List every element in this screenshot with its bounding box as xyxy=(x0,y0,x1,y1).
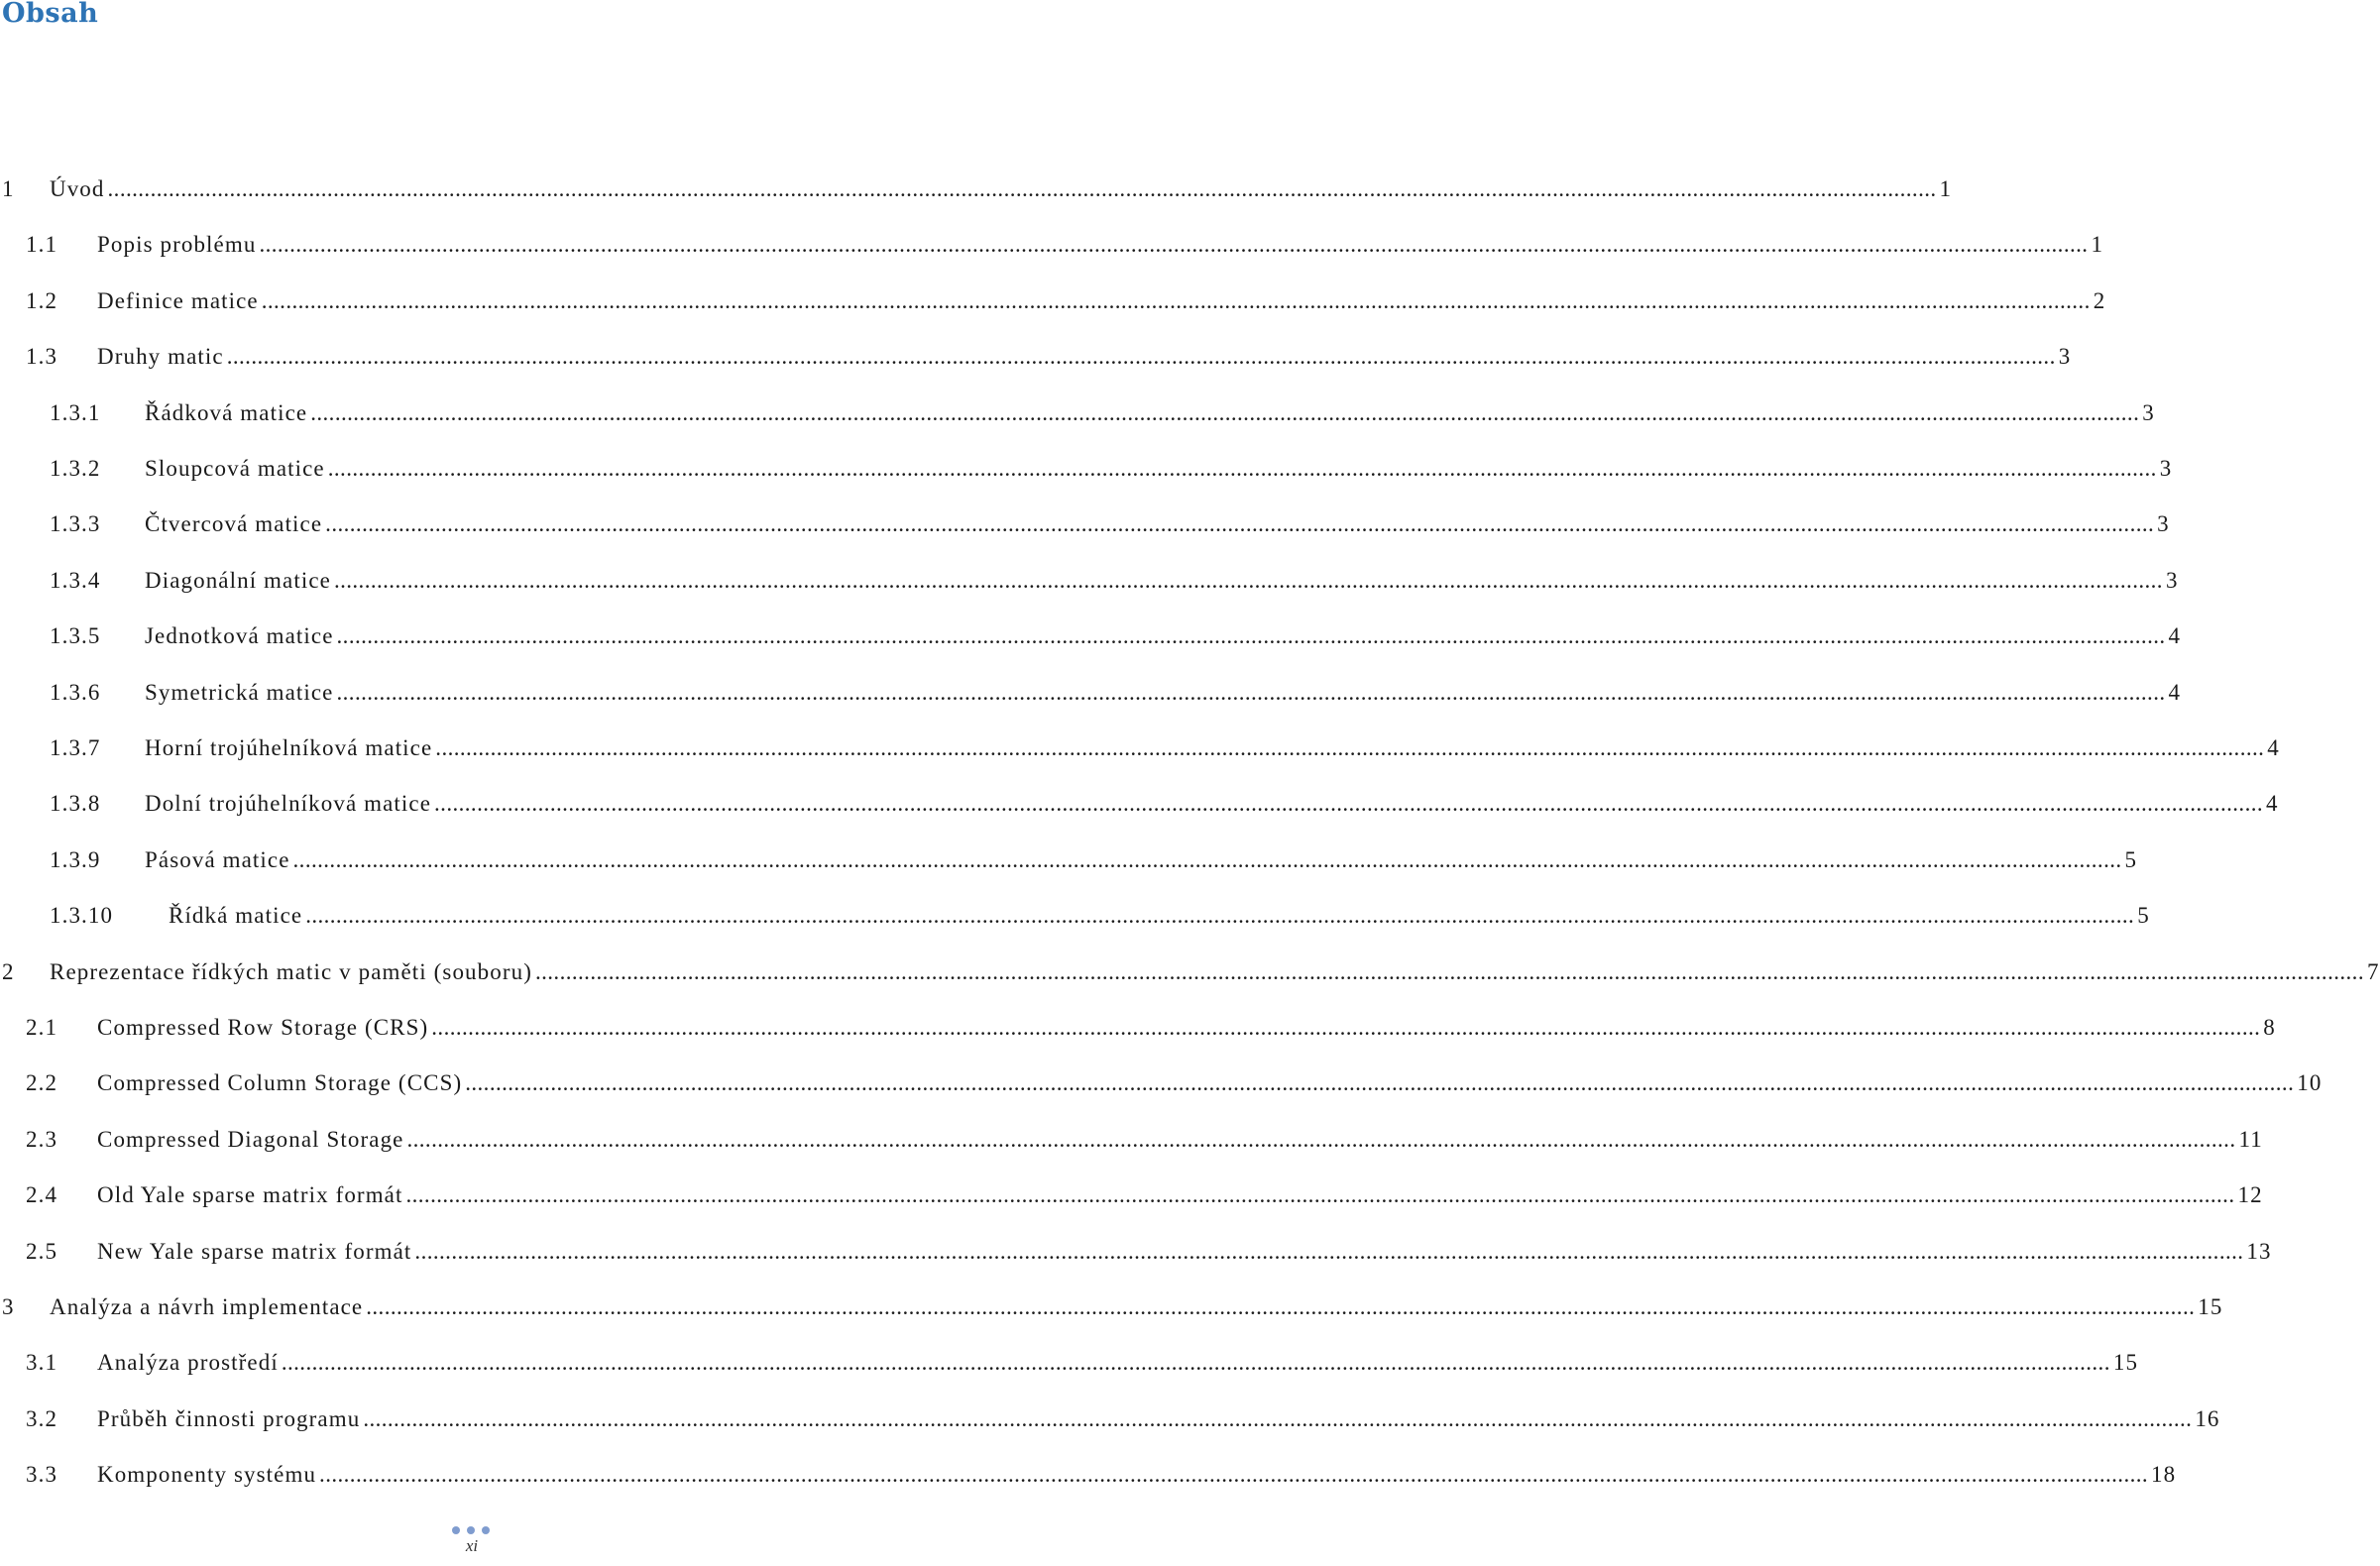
toc-entry-title: Compressed Column Storage (CCS) xyxy=(97,1070,463,1096)
toc-entry[interactable] xyxy=(0,394,2155,430)
toc-leader-dots: ............................................................................................................................................................................................................................................................................................................ xyxy=(292,846,2122,872)
toc-leader-dots: ............................................................................................................................................................................................................................................................................................................ xyxy=(363,1405,2193,1431)
toc-leader-dots: ............................................................................................................................................................................................................................................................................................................ xyxy=(431,1015,2261,1040)
toc-entry-title: Průběh činnosti programu xyxy=(97,1405,361,1431)
toc-entry-page: 3 xyxy=(2157,511,2170,537)
toc-entry-title: Řídká matice xyxy=(169,903,303,929)
toc-leader-dots: ............................................................................................................................................................................................................................................................................................................ xyxy=(325,511,2155,537)
toc-entry-number: 2.2 xyxy=(26,1070,58,1096)
toc-entry-title: Komponenty systému xyxy=(97,1462,317,1488)
toc-entry-title: Symetrická matice xyxy=(145,679,334,705)
toc-entry-title: Definice matice xyxy=(97,287,259,313)
toc-entry[interactable] xyxy=(0,1064,2323,1100)
toc-leader-dots: ............................................................................................................................................................................................................................................................................................................ xyxy=(305,903,2135,929)
toc-entry-page: 4 xyxy=(2168,623,2182,649)
toc-entry[interactable] xyxy=(0,338,2072,374)
toc-entry-number: 2 xyxy=(2,958,15,984)
toc-entry-number: 1.3.5 xyxy=(50,623,101,649)
toc-entry-title: Analýza prostředí xyxy=(97,1350,279,1376)
toc-leader-dots: ............................................................................................................................................................................................................................................................................................................ xyxy=(534,958,2364,984)
toc-leader-dots: ............................................................................................................................................................................................................................................................................................................ xyxy=(319,1462,2149,1488)
toc-entry-title: Compressed Diagonal Storage xyxy=(97,1126,404,1152)
page-number: xi xyxy=(465,1536,479,1555)
toc-entry[interactable] xyxy=(0,1456,2177,1492)
toc-entry-number: 1.2 xyxy=(26,287,58,313)
toc-entry-number: 3.2 xyxy=(26,1405,58,1431)
toc-entry-number: 1.3.6 xyxy=(50,679,101,705)
toc-entry-page: 4 xyxy=(2266,791,2279,817)
toc-leader-dots: ............................................................................................................................................................................................................................................................................................................ xyxy=(226,344,2056,370)
toc-entry-number: 1.3.4 xyxy=(50,567,101,593)
toc-leader-dots: ............................................................................................................................................................................................................................................................................................................ xyxy=(405,1182,2235,1208)
toc-leader-dots: ............................................................................................................................................................................................................................................................................................................ xyxy=(259,232,2089,258)
toc-entry[interactable] xyxy=(0,1176,2263,1212)
toc-leader-dots: ............................................................................................................................................................................................................................................................................................................ xyxy=(414,1238,2244,1264)
toc-entry-page: 15 xyxy=(2112,1350,2139,1376)
page-title: Obsah xyxy=(2,0,99,29)
toc-entry-number: 3.1 xyxy=(26,1350,58,1376)
toc-entry-title: Druhy matic xyxy=(97,344,224,370)
toc-entry-page: 3 xyxy=(2165,567,2179,593)
toc-leader-dots: ............................................................................................................................................................................................................................................................................................................ xyxy=(310,399,2140,425)
toc-entry-number: 1.3.9 xyxy=(50,846,101,872)
toc-entry-page: 3 xyxy=(2142,399,2155,425)
toc-leader-dots: ............................................................................................................................................................................................................................................................................................................ xyxy=(336,679,2166,705)
toc-entry[interactable] xyxy=(0,1121,2263,1157)
toc-entry-title: New Yale sparse matrix formát xyxy=(97,1238,412,1264)
toc-entry[interactable] xyxy=(0,1344,2139,1380)
toc-entry[interactable] xyxy=(0,226,2104,262)
toc-entry-page: 15 xyxy=(2198,1294,2223,1319)
toc-entry-number: 2.1 xyxy=(26,1015,58,1040)
toc-entry-page: 5 xyxy=(2137,903,2150,929)
toc-leader-dots: ............................................................................................................................................................................................................................................................................................................ xyxy=(333,567,2163,593)
toc-entry-title: Úvod xyxy=(50,176,105,201)
toc-entry-title: Compressed Row Storage (CRS) xyxy=(97,1015,429,1040)
toc-entry-title: Čtvercová matice xyxy=(145,511,323,537)
toc-entry[interactable] xyxy=(0,562,2179,598)
toc-entry-number: 1.3.7 xyxy=(50,735,101,760)
toc-entry-page: 16 xyxy=(2195,1405,2220,1431)
toc-leader-dots: ............................................................................................................................................................................................................................................................................................................ xyxy=(465,1070,2295,1096)
footer-dot xyxy=(482,1526,490,1534)
toc-entry-title: Diagonální matice xyxy=(145,567,331,593)
toc-entry-page: 11 xyxy=(2238,1126,2263,1152)
toc-entry[interactable] xyxy=(0,505,2170,541)
toc-entry-number: 1.3.2 xyxy=(50,456,101,481)
toc-entry-number: 1.3.3 xyxy=(50,511,101,537)
toc-entry-title: Jednotková matice xyxy=(145,623,334,649)
toc-entry-page: 1 xyxy=(2091,232,2104,258)
toc-entry-page: 2 xyxy=(2093,287,2106,313)
toc-entry-page: 10 xyxy=(2297,1070,2323,1096)
toc-entry-page: 12 xyxy=(2237,1182,2263,1208)
toc-entry-title: Analýza a návrh implementace xyxy=(50,1294,364,1319)
toc-leader-dots: ............................................................................................................................................................................................................................................................................................................ xyxy=(336,623,2166,649)
footer-dot xyxy=(452,1526,460,1534)
toc-leader-dots: ............................................................................................................................................................................................................................................................................................................ xyxy=(107,176,1937,201)
toc-entry-page: 8 xyxy=(2263,1015,2276,1040)
toc-entry[interactable] xyxy=(0,617,2182,653)
toc-leader-dots: ............................................................................................................................................................................................................................................................................................................ xyxy=(261,287,2091,313)
footer-decoration xyxy=(452,1526,490,1534)
footer-dot xyxy=(467,1526,475,1534)
toc-entry-page: 5 xyxy=(2124,846,2138,872)
toc-entry-number: 1.1 xyxy=(26,232,58,258)
toc-entry[interactable] xyxy=(0,785,2279,821)
toc-entry[interactable] xyxy=(0,729,2280,765)
toc-leader-dots: ............................................................................................................................................................................................................................................................................................................ xyxy=(366,1294,2196,1319)
toc-entry-number: 2.4 xyxy=(26,1182,58,1208)
toc-entry-title: Pásová matice xyxy=(145,846,290,872)
toc-entry-number: 1.3 xyxy=(26,344,58,370)
toc-entry[interactable] xyxy=(0,1288,2223,1324)
toc-entry[interactable] xyxy=(0,953,2380,989)
toc-leader-dots: ............................................................................................................................................................................................................................................................................................................ xyxy=(435,735,2265,760)
toc-entry-page: 13 xyxy=(2246,1238,2272,1264)
toc-entry-number: 1.3.10 xyxy=(50,903,114,929)
toc-entry-title: Popis problému xyxy=(97,232,257,258)
toc-entry[interactable] xyxy=(0,450,2173,486)
toc-entry[interactable] xyxy=(0,1009,2276,1045)
toc-leader-dots: ............................................................................................................................................................................................................................................................................................................ xyxy=(434,791,2264,817)
toc-entry[interactable] xyxy=(0,897,2150,933)
toc-entry-page: 4 xyxy=(2168,679,2182,705)
toc-entry-page: 4 xyxy=(2267,735,2280,760)
toc-leader-dots: ............................................................................................................................................................................................................................................................................................................ xyxy=(406,1126,2236,1152)
toc-leader-dots: ............................................................................................................................................................................................................................................................................................................ xyxy=(281,1350,2110,1376)
toc-entry-title: Old Yale sparse matrix formát xyxy=(97,1182,403,1208)
toc-entry-title: Horní trojúhelníková matice xyxy=(145,735,433,760)
toc-entry-page: 1 xyxy=(1939,176,1953,201)
toc-entry-number: 3.3 xyxy=(26,1462,58,1488)
toc-entry-number: 2.3 xyxy=(26,1126,58,1152)
toc-entry-page: 7 xyxy=(2366,958,2380,984)
toc-leader-dots: ............................................................................................................................................................................................................................................................................................................ xyxy=(327,456,2157,481)
toc-entry[interactable] xyxy=(0,674,2182,710)
toc-entry-number: 3 xyxy=(2,1294,15,1319)
toc-entry[interactable] xyxy=(0,841,2138,877)
toc-entry[interactable] xyxy=(0,170,1953,206)
toc-entry-page: 3 xyxy=(2058,344,2072,370)
toc-entry-title: Reprezentace řídkých matic v paměti (souboru) xyxy=(50,958,532,984)
toc-entry-number: 1.3.1 xyxy=(50,399,101,425)
toc-entry-page: 3 xyxy=(2159,456,2173,481)
toc-entry-number: 1 xyxy=(2,176,15,201)
toc-entry[interactable] xyxy=(0,282,2106,318)
toc-entry[interactable] xyxy=(0,1233,2272,1269)
toc-entry-page: 18 xyxy=(2151,1462,2177,1488)
toc-entry-number: 1.3.8 xyxy=(50,791,101,817)
toc-entry-title: Dolní trojúhelníková matice xyxy=(145,791,432,817)
toc-entry-title: Řádková matice xyxy=(145,399,308,425)
toc-entry-number: 2.5 xyxy=(26,1238,58,1264)
toc-entry[interactable] xyxy=(0,1400,2220,1436)
toc-entry-title: Sloupcová matice xyxy=(145,456,325,481)
